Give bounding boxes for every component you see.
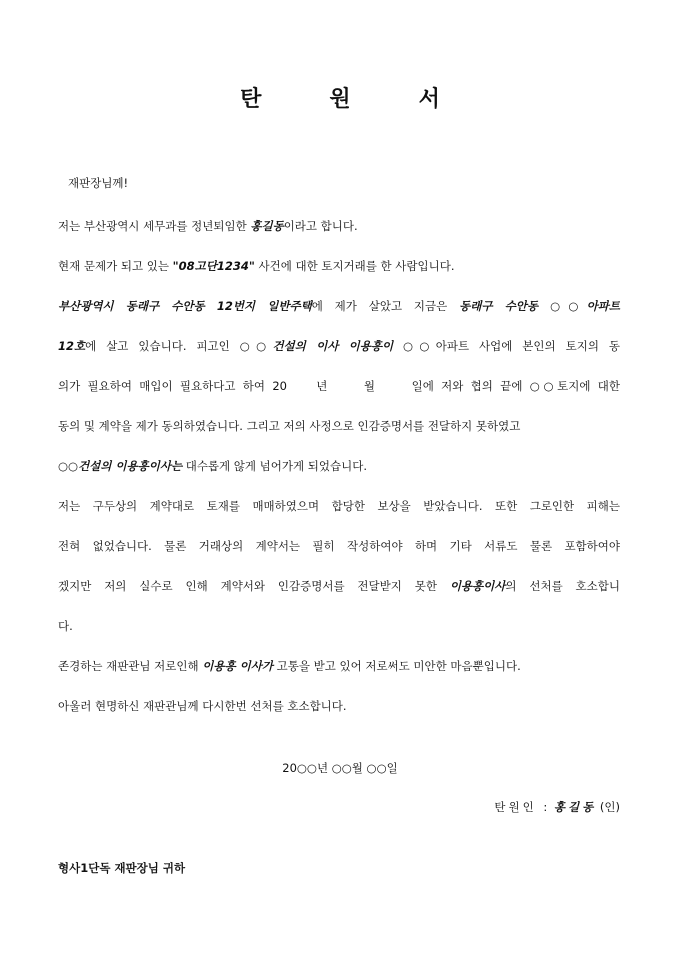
title-char-2: 원: [329, 87, 351, 112]
text-segment: 현재 문제가 되고 있는: [58, 259, 173, 273]
paragraph-line-8: 저는 구두상의 계약대로 토재를 매매하였으며 합당한 보상을 받았습니다. 또한 그로인한 피해는: [58, 499, 620, 513]
director-name: 이용흥 이사가: [202, 659, 273, 673]
text-segment: 겠지만 저의 실수로 인해 계약서와 인감증명서를 전달받지 못한: [58, 579, 450, 593]
case-number: "08고단1234": [172, 259, 255, 273]
paragraph-line-4: [58, 338, 620, 354]
petitioner-label: 탄원인 :: [494, 800, 551, 814]
text-segment: 에 살고 있습니다. 피고인: [85, 339, 240, 353]
seal-mark: (인): [599, 800, 620, 814]
paragraph-line-10: [58, 578, 620, 594]
current-address: 동래구 수안동 ○○아파트: [459, 299, 620, 313]
petitioner-name: 홍길동: [553, 800, 597, 814]
recipient: 형사1단독 재판장님 귀하: [58, 861, 186, 875]
paragraph-line-7: [58, 458, 620, 474]
text-segment: 사건에 대한 토지거래를 한 사람입니다.: [254, 259, 455, 273]
director-name: 이용흥이사: [449, 579, 506, 593]
title-char-3: 서: [418, 87, 440, 112]
paragraph-line-11: 다.: [58, 619, 73, 633]
paragraph-line-1: [58, 218, 620, 234]
text-segment: ○○아파트 사업에 본인의 토지의 동: [393, 339, 621, 353]
former-address: 부산광역시 동래구 수안동 12번지 일반주택: [58, 299, 312, 313]
petitioner-name-inline: 홍길동: [250, 219, 284, 233]
document-date: 20○○년 ○○월 ○○일: [282, 761, 398, 775]
text-segment: 의 선처를 호소합니: [505, 579, 620, 593]
title-char-1: 탄: [240, 87, 262, 112]
text-segment: 이라고 합니다.: [283, 219, 358, 233]
paragraph-line-9: 전혀 없었습니다. 물론 거래상의 계약서는 필히 작성하여야 하며 기타 서류도 물론 포함하여야: [58, 539, 620, 553]
text-segment: 에 제가 살았고 지금은: [311, 299, 460, 313]
paragraph-line-12: [58, 658, 620, 674]
salutation: 재판장님께!: [68, 176, 129, 190]
text-segment: 대수롭게 않게 넘어가게 되었습니다.: [182, 459, 367, 473]
text-segment: 존경하는 재판관님 저로인해: [58, 659, 203, 673]
paragraph-line-3: [58, 298, 620, 314]
text-segment: 저는 부산광역시 세무과를 정년퇴임한: [58, 219, 251, 233]
paragraph-line-5: 의가 필요하여 매입이 필요하다고 하여 20 년 월 일에 저와 협의 끝에 ○○토지에 대한: [58, 379, 620, 393]
paragraph-line-2: [58, 258, 620, 274]
paragraph-line-6: 동의 및 계약을 제가 동의하였습니다. 그리고 저의 사정으로 인감증명서를 전달하지 못하였고: [58, 419, 521, 433]
company-director: ○○건설의 이용흥이사는: [58, 459, 183, 473]
petitioner-signature: [494, 799, 620, 815]
document-title: [0, 82, 680, 113]
text-segment: 고통을 받고 있어 저로써도 미안한 마음뿐입니다.: [272, 659, 521, 673]
unit-number: 12호: [58, 339, 86, 353]
company-director: ○○건설의 이사 이용흥이: [239, 339, 394, 353]
paragraph-line-13: 아울러 현명하신 재판관님께 다시한번 선처를 호소합니다.: [58, 699, 347, 713]
